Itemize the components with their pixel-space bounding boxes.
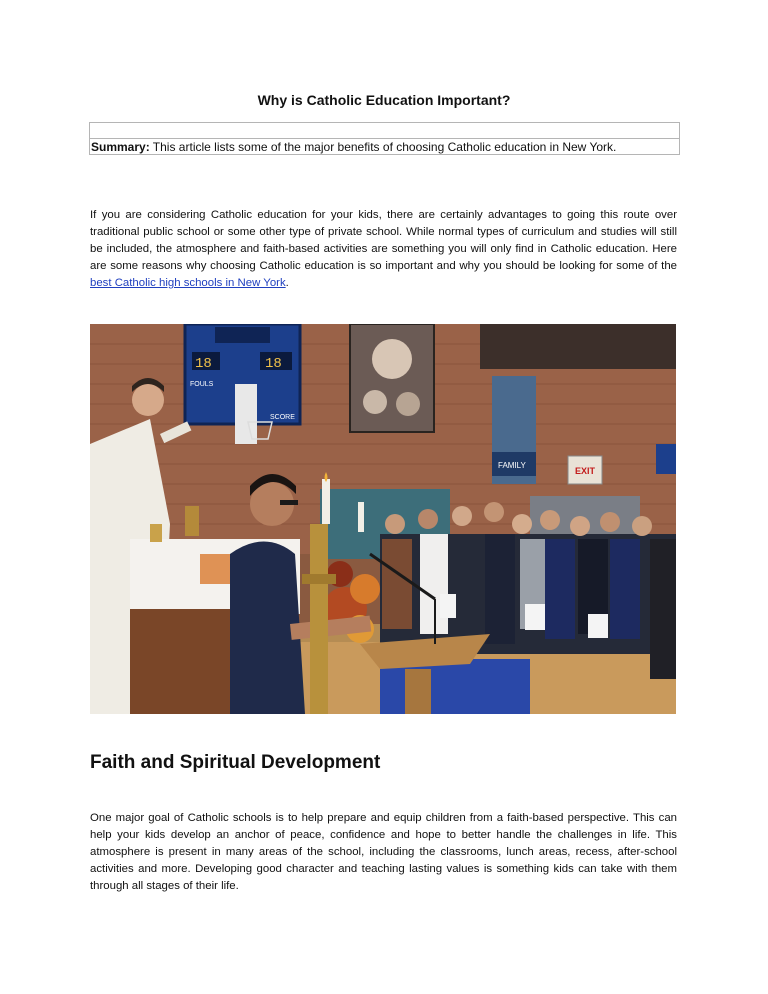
family-banner-text: FAMILY xyxy=(498,461,526,470)
backboard xyxy=(235,384,257,444)
candle xyxy=(322,479,330,524)
catholic-schools-link[interactable]: best Catholic high schools in New York xyxy=(90,277,286,289)
scoreboard-home: 18 xyxy=(195,356,212,372)
page-title: Why is Catholic Education Important? xyxy=(257,92,511,108)
section-heading: Faith and Spiritual Development xyxy=(90,752,381,773)
summary-label: Summary: xyxy=(91,140,150,154)
mass-photo-illustration xyxy=(90,324,676,714)
intro-paragraph xyxy=(90,207,677,292)
exit-sign-text: EXIT xyxy=(575,466,596,476)
intro-text: If you are considering Catholic education for your kids, there are certainly advantages to going this route over traditional public school or some other type of private school. While normal types of curriculum and studies will still be included, the atmosphere and faith-based activities are something you will only find in Catholic education. Here are some reasons why choosing Catholic education is so important and why you should be looking for some of the xyxy=(90,209,677,272)
scoreboard-guest: 18 xyxy=(265,356,282,372)
summary-table xyxy=(89,122,680,155)
section-paragraph: One major goal of Catholic schools is to help prepare and equip children from a faith-based perspective. This can help your kids develop an anchor of peace, confidence and hope to better handle the challenges in life. This atmosphere is present in many areas of the school, including the classrooms, lunch areas, recess, after-school activities and more. Developing good character and teaching lasting values is something kids can take with them through all stages of their life. xyxy=(90,812,677,892)
summary-text: This article lists some of the major benefits of choosing Catholic education in New York. xyxy=(149,140,617,154)
intro-end: . xyxy=(285,277,289,289)
mass-photo xyxy=(90,324,676,714)
summary-row xyxy=(90,139,679,155)
scoreboard-score-label: SCORE xyxy=(270,414,295,421)
ceiling-shadow xyxy=(480,324,676,369)
scoreboard-fouls-label: FOULS xyxy=(190,381,214,388)
candle-stand xyxy=(310,524,328,714)
summary-table-empty-row xyxy=(90,123,679,139)
